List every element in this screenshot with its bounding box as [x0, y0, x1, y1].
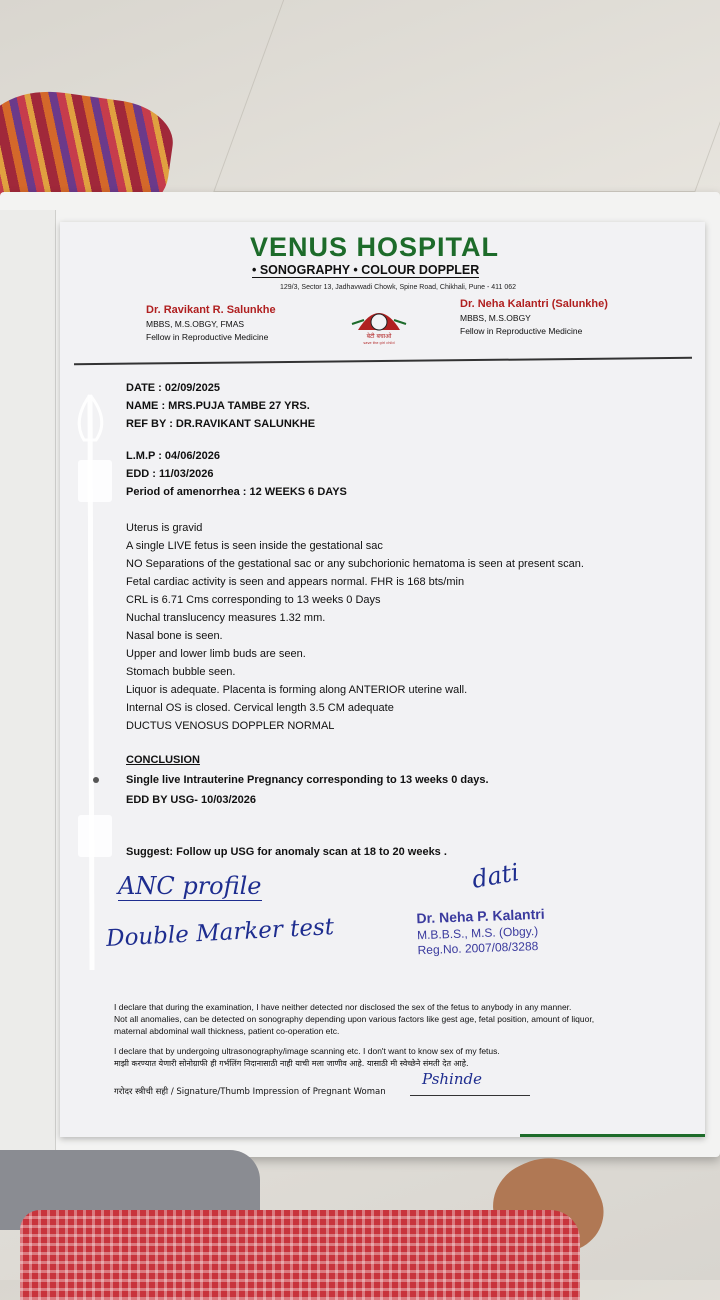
doctor-stamp — [416, 906, 546, 958]
declaration-line: maternal abdominal wall thickness, patient co-operation etc. — [114, 1026, 340, 1036]
doctor-signature: dati — [469, 858, 522, 894]
report-date: DATE : 02/09/2025 — [126, 382, 220, 394]
ultrasound-report-sheet — [60, 222, 705, 1137]
declaration-line: Not all anomalies, can be detected on sonography depending upon various factors like gest age, fetal position, amount of liquor, — [114, 1014, 595, 1024]
finding-line: CRL is 6.71 Cms corresponding to 13 weeks 0 Days — [126, 594, 381, 606]
finding-line: Upper and lower limb buds are seen. — [126, 648, 306, 660]
doctor-left-block — [146, 304, 276, 342]
finding-line: NO Separations of the gestational sac or any subchorionic hematoma is seen at present scan. — [126, 558, 584, 570]
finding-line: A single LIVE fetus is seen inside the gestational sac — [126, 540, 383, 552]
doctor-right-fellowship: Fellow in Reproductive Medicine — [460, 326, 583, 336]
floor-tile — [213, 0, 720, 192]
beti-bachao-logo — [350, 300, 408, 346]
edd-date: EDD : 11/03/2026 — [126, 468, 214, 480]
stamp-degrees: M.B.B.S., M.S. (Obgy.) — [416, 923, 539, 942]
hospital-name: VENUS HOSPITAL — [250, 232, 500, 262]
logo-text: बेटी बचाओ — [366, 333, 392, 340]
finding-line: Stomach bubble seen. — [126, 666, 236, 678]
patient-signature: Pshinde — [422, 1070, 482, 1088]
stamp-name: Dr. Neha P. Kalantri — [416, 905, 545, 927]
checked-shirt — [20, 1210, 580, 1300]
finding-line: Fetal cardiac activity is seen and appears normal. FHR is 168 bts/min — [126, 576, 465, 588]
doctor-left-degrees: MBBS, M.S.OBGY, FMAS — [146, 319, 245, 329]
finding-line: Internal OS is closed. Cervical length 3.5 CM adequate — [126, 702, 394, 714]
patient-name: NAME : MRS.PUJA TAMBE 27 YRS. — [126, 400, 310, 412]
stamp-reg-number: Reg.No. 2007/08/3288 — [417, 938, 539, 957]
doctor-right-block — [460, 298, 608, 336]
finding-line: DUCTUS VENOSUS DOPPLER NORMAL — [126, 720, 335, 732]
finding-line: Nasal bone is seen. — [126, 630, 223, 642]
logo-subtext: save the girl child — [363, 341, 395, 345]
finding-line: Liquor is adequate. Placenta is forming along ANTERIOR uterine wall. — [126, 684, 468, 696]
declaration-marathi: माझी करण्यात येणारी सोनोग्राफी ही गर्भलिंग निदानासाठी नाही याची मला जाणीव आहे. यासाठी मी स्वेच्छेने संमती देत आहे. — [114, 1059, 469, 1068]
finding-line: Uterus is gravid — [126, 522, 203, 534]
handwritten-double-marker: Double Marker test — [105, 914, 335, 952]
conclusion-text: Single live Intrauterine Pregnancy corresponding to 13 weeks 0 days. — [126, 774, 489, 786]
referred-by: REF BY : DR.RAVIKANT SALUNKHE — [126, 418, 316, 430]
doctor-left-name: Dr. Ravikant R. Salunkhe — [146, 304, 276, 316]
header-divider — [74, 357, 692, 365]
doctor-left-fellowship: Fellow in Reproductive Medicine — [146, 332, 269, 342]
amenorrhea-period: Period of amenorrhea : 12 WEEKS 6 DAYS — [126, 486, 347, 498]
follow-up-suggestion: Suggest: Follow up USG for anomaly scan at 18 to 20 weeks . — [126, 846, 447, 858]
doctor-right-degrees: MBBS, M.S.OBGY — [460, 313, 531, 323]
conclusion-heading: CONCLUSION — [126, 754, 200, 766]
declaration-line: I declare that by undergoing ultrasonography/image scanning etc. I don't want to know sex of my fetus. — [114, 1046, 500, 1056]
handwritten-anc-profile: ANC profile — [118, 872, 262, 900]
hospital-address: 129/3, Sector 13, Jadhavwadi Chowk, Spine Road, Chikhali, Pune - 411 062 — [280, 284, 517, 291]
signature-line — [410, 1095, 530, 1096]
finding-line: Nuchal translucency measures 1.32 mm. — [126, 612, 326, 624]
hospital-services: • SONOGRAPHY • COLOUR DOPPLER — [252, 263, 480, 277]
lmp-date: L.M.P : 04/06/2026 — [126, 450, 220, 462]
edd-by-usg: EDD BY USG- 10/03/2026 — [126, 794, 257, 806]
folder-edge — [0, 210, 56, 1150]
signature-label: गरोदर स्त्रीची सही / Signature/Thumb Impression of Pregnant Woman — [114, 1087, 386, 1097]
footer-green-bar — [520, 1134, 705, 1137]
doctor-right-name: Dr. Neha Kalantri (Salunkhe) — [460, 298, 608, 310]
plastic-file-clip — [70, 390, 120, 980]
declaration-line: I declare that during the examination, I have neither detected nor disclosed the sex of the fetus to anybody in any manner. — [114, 1002, 572, 1012]
